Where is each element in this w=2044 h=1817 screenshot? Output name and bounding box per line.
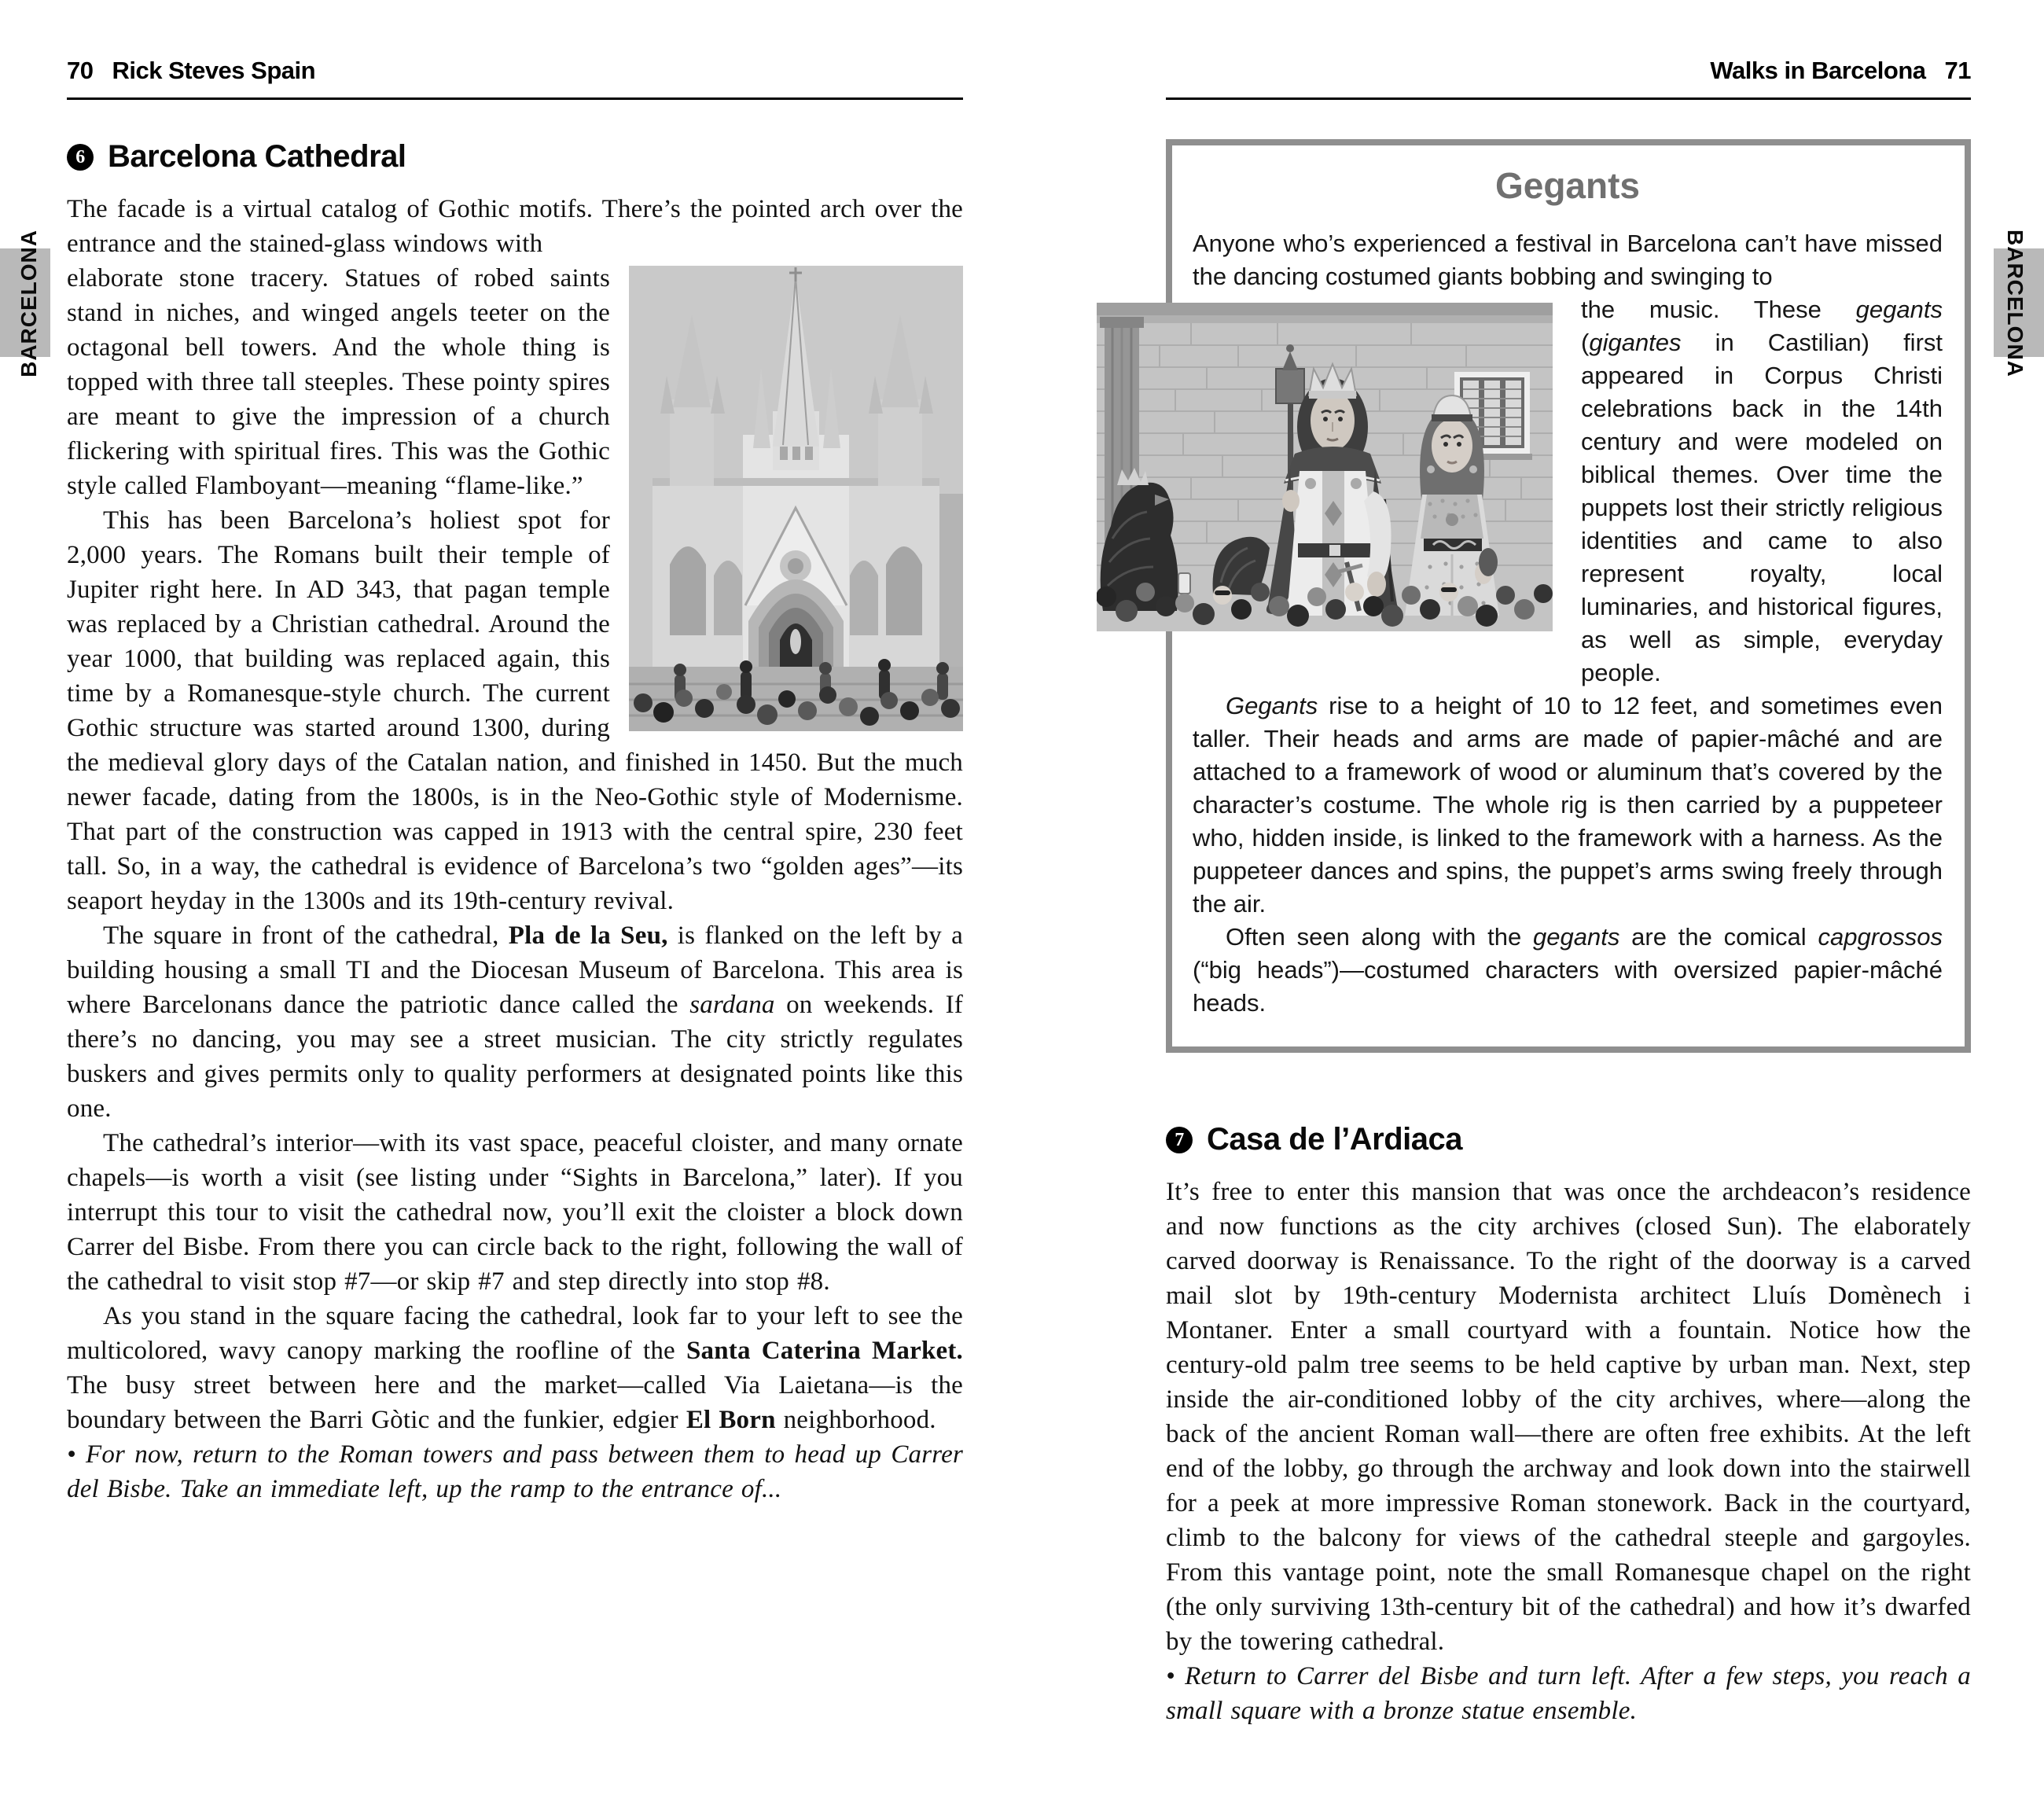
paragraph-3: The square in front of the cathedral, Pla de la Seu, is flanked on the left by a building housing a small TI and the Diocesan Museum of Barcelona. This area is where Barcelonans dance the patriotic dance called the sardana on weekends. If there’s no dancing, you may see a street musician. The city strictly regulates buskers and gives permits only to quality performers at designated points like this one. — [67, 921, 964, 1123]
paragraph-2: This has been Barcelona’s holiest spot for 2,000 years. The Romans built their temple of Jupiter right here. In AD 343, that pagan temple was replaced by a Christian cathedral. Around the year 1000, that building was replaced again, this time by a Romanesque-style church. The current Gothic structure was started around 1300, during the medieval glory days of the Catalan nation, and finished in 1450. But the much newer facade, dating from the 1800s, is in the Neo-Gothic style of Modernisme. That part of the construction was capped in 1913 with the central spire, 230 feet tall. So, in a way, the cathedral is evidence of Barcelona’s two “golden ages”—its seaport heyday in the 1300s and its 19th-century revival. — [67, 506, 963, 915]
barcelona-cathedral-photo — [629, 266, 963, 731]
gegants-photo — [1097, 303, 1553, 631]
section-title-casa-de-l-ardiaca: Casa de l’Ardiaca — [1207, 1122, 1462, 1157]
left-running-head: Rick Steves Spain — [112, 57, 316, 84]
gegants-sidebar-box — [1166, 139, 1971, 1053]
left-tab-label: BARCELONA — [17, 230, 41, 377]
sidebar-paragraph-3: Often seen along with the gegants are the comical capgrossos (“big heads”)—costumed characters with oversized papier-mâché heads. — [1193, 923, 1943, 1017]
right-header-rule — [1166, 97, 1971, 100]
right-page-number: 71 — [1944, 57, 1971, 84]
page-70 — [67, 57, 963, 1506]
sidebar-paragraph-2: Gegants rise to a height of 10 to 12 feet, and sometimes even taller. Their heads and arms are made of papier-mâché and are attached to a framework of wood or aluminum that’s covered by the character’s costume. The whole rig is then carried by a puppeteer who, hidden inside, is linked to the framework with a harness. As the puppeteer dances and spins, the puppet’s arms swing freely through the air. — [1193, 692, 1943, 918]
sidebar-title: Gegants — [1494, 165, 1641, 206]
sidebar-intro: Anyone who’s experienced a festival in Barcelona can’t have missed the dancing costumed giants bobbing and swinging to — [1193, 230, 1943, 290]
page-71 — [1166, 57, 1971, 1728]
left-text-flow — [67, 261, 963, 1506]
paragraph-4: The cathedral’s interior—with its vast space, peaceful cloister, and many ornate chapels—is worth a visit (see listing under “Sights in Barcelona,” later). If you interrupt this tour to visit the cathedral now, you’ll exit the cloister a block down Carrer del Bisbe. From there you can circle back to the right, following the wall of the cathedral to visit stop #7—or skip #7 and step directly into stop #8. — [67, 1129, 963, 1296]
stop-6-badge: 6 — [67, 144, 94, 171]
right-running-head: Walks in Barcelona — [1710, 57, 1926, 84]
walking-direction-note-right: • Return to Carrer del Bisbe and turn left. After a few steps, you reach a small square with a bronze statue ensemble. — [1166, 1662, 1971, 1725]
sidebar-paragraph-1: the music. These gegants (gigantes in Castilian) first appeared in Corpus Christi celebrations back in the 14th century and were modeled on biblical themes. Over time the puppets lost their strictly religious identities and came to also represent royalty, local luminaries, and historical figures, as well as simple, everyday people. — [1581, 296, 1943, 686]
cathedral-photo-illustration — [629, 266, 963, 731]
right-tab-label: BARCELONA — [2003, 230, 2027, 377]
paragraph-1-continued: elaborate stone tracery. Statues of robed saints stand in niches, and winged angels teeter on the octagonal bell towers. And the whole thing is topped with three tall steeples. These pointy spires are meant to give the impression of a church flickering with spiritual fires. This was the Gothic style called Flamboyant—meaning “flame-like.” — [67, 264, 610, 500]
casa-paragraph: It’s free to enter this mansion that was once the archdeacon’s residence and now functions as the city archives (closed Sun). The elaborately carved doorway is Renaissance. To the right of the doorway is a carved mail slot by 19th-century Modernista architect Lluís Domènech i Montaner. Enter a small courtyard with a fountain. Notice how the century-old palm tree seems to be held captive by urban man. Next, step inside the air-conditioned lobby of the city archives, where—along the back of the ancient Roman wall—there are often free exhibits. At the left end of the lobby, go through the archway and look down into the stairwell for a peek at more impressive Roman stonework. Back in the courtyard, climb to the balcony for views of the cathedral steeple and gargoyles. From this vantage point, note the small Romanesque chapel on the right (the only surviving 13th-century bit of the cathedral) and how it’s dwarfed by the towering cathedral. — [1166, 1178, 1971, 1656]
section-heading-barcelona-cathedral — [67, 139, 963, 175]
stop-7-badge: 7 — [1166, 1127, 1193, 1153]
right-side-tab — [1986, 225, 2044, 382]
gegants-photo-illustration — [1097, 303, 1553, 631]
left-page-number: 70 — [67, 57, 94, 84]
paragraph-5: As you stand in the square facing the cathedral, look far to your left to see the multicolored, wavy canopy marking the roofline of the Santa Caterina Market. The busy street between here and the market—called Via Laietana—is the boundary between the Barri Gòtic and the funkier, edgier El Born neighborhood. — [67, 1302, 963, 1434]
section-heading-casa-de-l-ardiaca — [1166, 1122, 1971, 1157]
left-side-tab — [0, 225, 58, 382]
section-title-barcelona-cathedral: Barcelona Cathedral — [108, 139, 406, 174]
left-header-rule — [67, 97, 963, 100]
sidebar-text-flow — [1193, 293, 1943, 1020]
paragraph-intro: The facade is a virtual catalog of Gothic motifs. There’s the pointed arch over the entrance and the stained-glass windows with — [67, 195, 963, 258]
right-page-header — [1166, 57, 1971, 85]
left-page-header — [67, 57, 963, 85]
walking-direction-note: • For now, return to the Roman towers and pass between them to head up Carrer del Bisbe. Take an immediate left, up the ramp to the entrance of... — [67, 1440, 963, 1503]
